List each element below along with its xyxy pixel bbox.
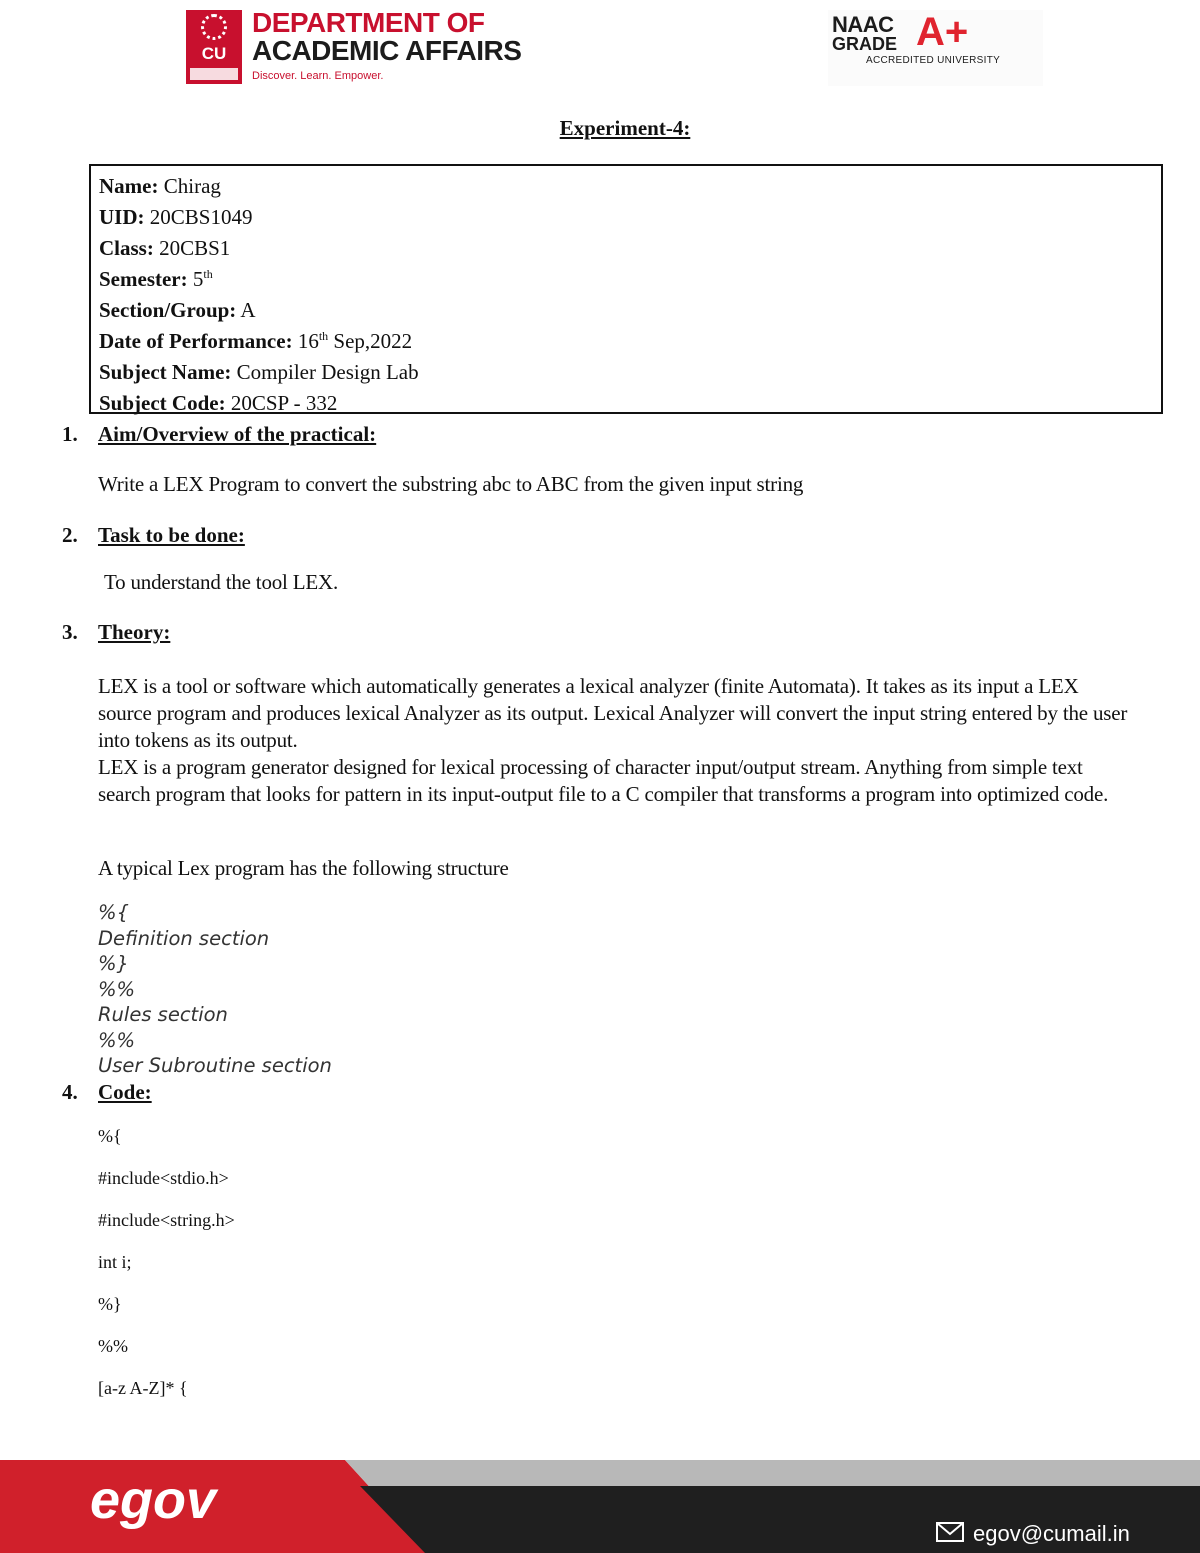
naac-accredited: ACCREDITED UNIVERSITY xyxy=(866,55,1001,66)
naac-aplus: A+ xyxy=(916,10,969,54)
info-value: 5 xyxy=(187,267,204,291)
section-heading-aim xyxy=(62,422,376,447)
theory-paragraph-1: LEX is a tool or software which automatically generates a lexical analyzer (finite Automata). It takes as its input a LEX source program and produces lexical Analyzer as its output. Lexical Analyzer will convert the input string entered by the user into tokens as its output. xyxy=(98,674,1128,752)
info-label: UID: xyxy=(99,205,145,229)
code-line: #include<stdio.h> xyxy=(98,1168,229,1188)
section-heading-text: Theory: xyxy=(98,620,171,644)
naac-grade: GRADE xyxy=(832,34,898,54)
info-value: 20CBS1 xyxy=(153,236,231,260)
dept-title-line1: DEPARTMENT OF xyxy=(252,7,485,38)
info-row-date xyxy=(99,326,1161,357)
structure-line: %% xyxy=(98,977,136,1001)
info-label: Semester: xyxy=(99,267,188,291)
footer-email[interactable]: egov@cumail.in xyxy=(973,1521,1130,1546)
structure-line: User Subroutine section xyxy=(98,1054,332,1077)
section-number: 1. xyxy=(62,422,78,446)
code-line: %% xyxy=(98,1336,128,1356)
info-label: Class: xyxy=(99,236,154,260)
page-title: Experiment-4: xyxy=(559,116,691,140)
code-line: %} xyxy=(98,1294,122,1314)
info-sup: th xyxy=(203,267,213,281)
section-heading-text: Code: xyxy=(98,1080,152,1104)
info-value: 20CBS1049 xyxy=(144,205,253,229)
info-value: Compiler Design Lab xyxy=(231,360,419,384)
section-number: 2. xyxy=(62,523,78,547)
gear-icon xyxy=(201,14,227,40)
logo-text: CU xyxy=(201,44,227,63)
info-value: 16 xyxy=(292,329,319,353)
info-row-name xyxy=(99,171,1161,202)
section-number: 3. xyxy=(62,620,78,644)
egov-logo: egov xyxy=(90,1470,217,1530)
code-line: #include<string.h> xyxy=(98,1210,235,1230)
info-row-section xyxy=(99,295,1161,326)
code-line: [a-z A-Z]* { xyxy=(98,1378,188,1398)
info-value: Chirag xyxy=(158,174,221,198)
dept-tagline: Discover. Learn. Empower. xyxy=(252,70,384,82)
info-label: Subject Name: xyxy=(99,360,232,384)
structure-line: Definition section xyxy=(98,926,270,950)
info-row-uid xyxy=(99,202,1161,233)
info-label: Subject Code: xyxy=(99,391,226,415)
task-text: To understand the tool LEX. xyxy=(104,570,338,594)
section-heading-code xyxy=(62,1080,152,1105)
info-row-subject-name xyxy=(99,357,1161,388)
section-heading-text: Task to be done: xyxy=(98,523,245,547)
info-sup: th xyxy=(318,329,329,343)
dept-title-line2: ACADEMIC AFFAIRS xyxy=(252,35,522,66)
letterhead xyxy=(0,0,1200,92)
structure-line: %% xyxy=(98,1028,136,1052)
info-value: 20CSP - 332 xyxy=(225,391,338,415)
section-heading-theory xyxy=(62,620,170,645)
info-label: Date of Performance: xyxy=(99,329,293,353)
footer-band xyxy=(0,1460,1200,1553)
info-row-subject-code xyxy=(99,388,1161,419)
student-info-box xyxy=(89,164,1163,414)
code-line: %{ xyxy=(98,1126,122,1146)
logo-banner xyxy=(190,68,238,80)
section-number: 4. xyxy=(62,1080,78,1104)
info-row-class xyxy=(99,233,1161,264)
info-label: Name: xyxy=(99,174,159,198)
structure-line: Rules section xyxy=(98,1003,228,1026)
structure-line: %{ xyxy=(98,901,129,924)
naac-word: NAAC xyxy=(832,12,894,37)
theory-paragraph-3: A typical Lex program has the following structure xyxy=(98,856,509,880)
aim-text: Write a LEX Program to convert the substring abc to ABC from the given input string xyxy=(98,472,804,496)
lex-structure xyxy=(98,900,332,1079)
code-line: int i; xyxy=(98,1252,132,1272)
theory-paragraph-2: LEX is a program generator designed for lexical processing of character input/output stream. Anything from simple text search program that looks for pattern in its input-output file to a C compiler that transforms a program into optimized code. xyxy=(98,755,1109,806)
info-label: Section/Group: xyxy=(99,298,237,322)
info-value: A xyxy=(236,298,256,322)
info-value-tail: Sep,2022 xyxy=(328,329,413,353)
structure-line: %} xyxy=(98,952,129,975)
section-heading-text: Aim/Overview of the practical: xyxy=(98,422,377,446)
info-row-semester xyxy=(99,264,1161,295)
section-heading-task xyxy=(62,523,245,548)
